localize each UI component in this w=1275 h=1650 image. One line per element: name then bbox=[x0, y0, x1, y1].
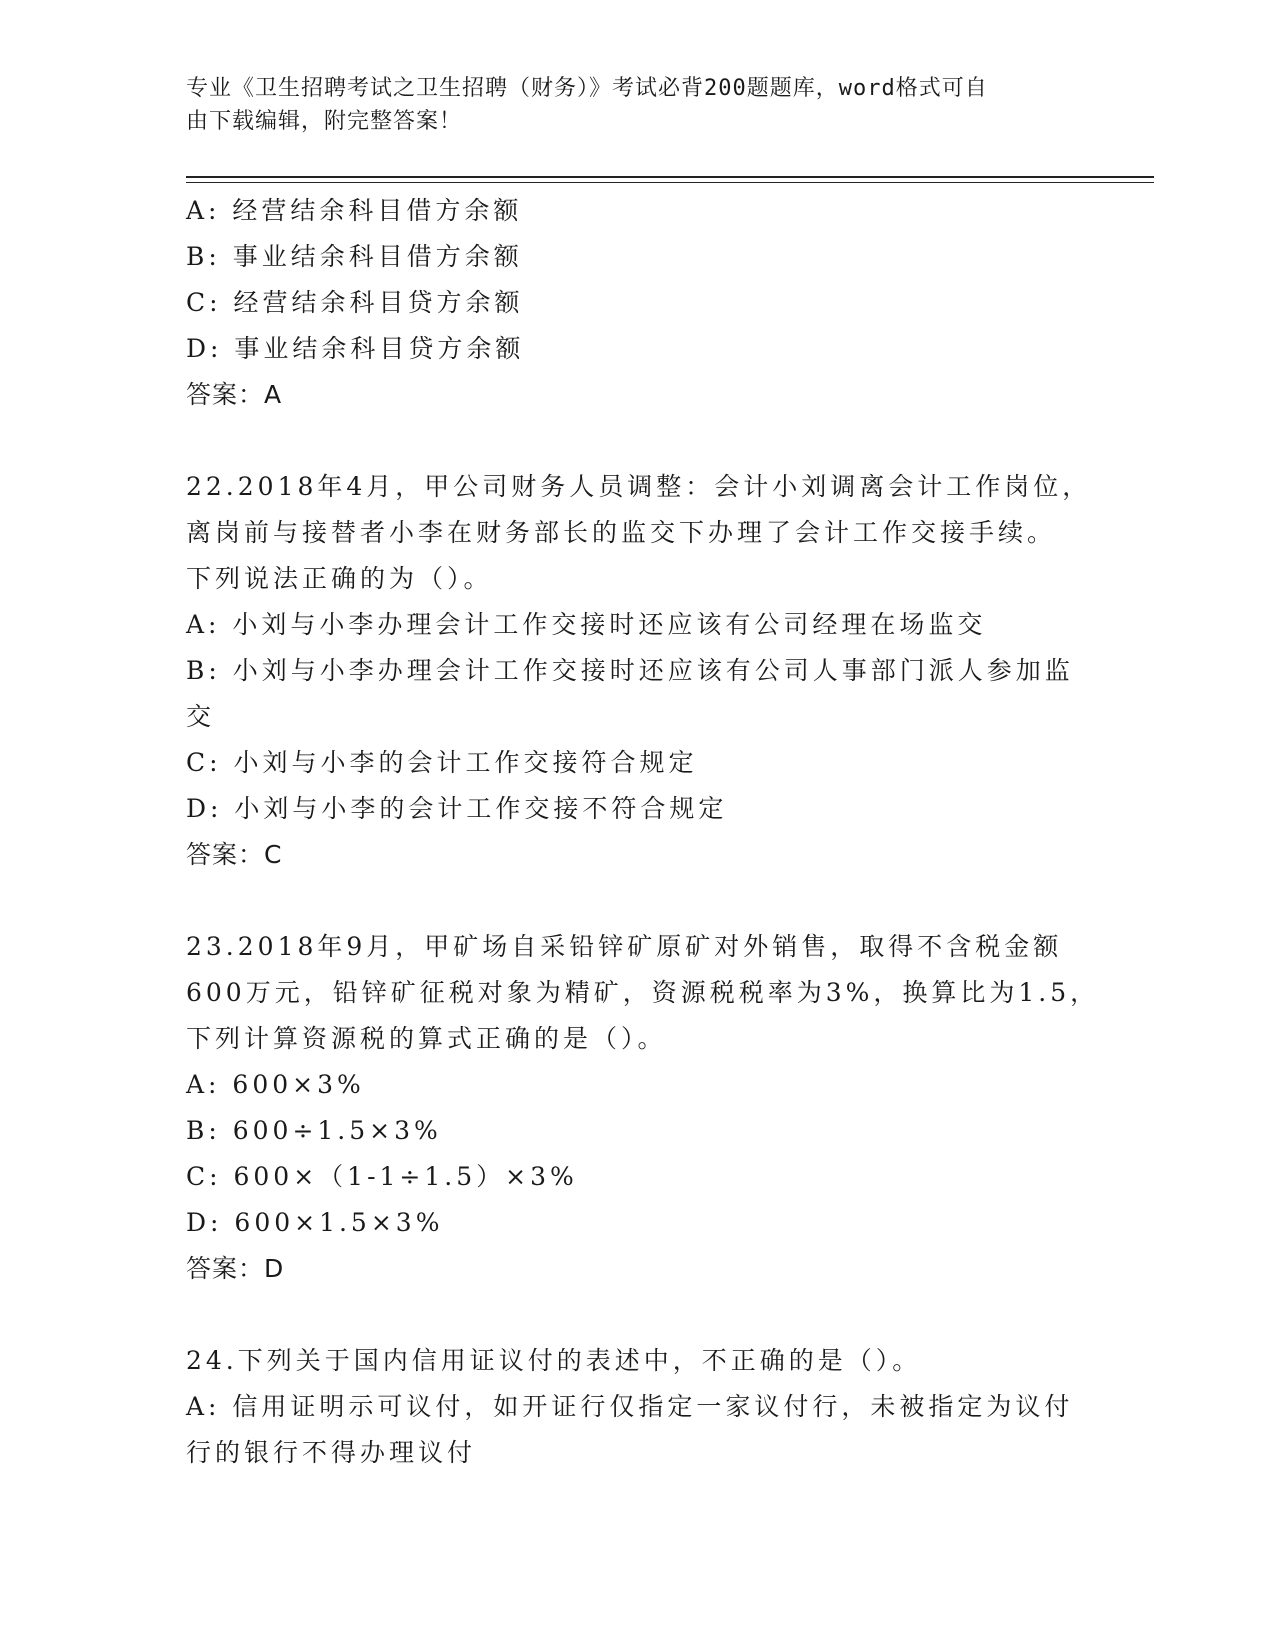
option-a-continued: 行的银行不得办理议付 bbox=[186, 1438, 477, 1467]
question-stem-line: 24.下列关于国内信用证议付的表述中，不正确的是（）。 bbox=[186, 1346, 922, 1375]
question-22 bbox=[186, 464, 1092, 878]
question-stem-line: 22.2018年4月，甲公司财务人员调整：会计小刘调离会计工作岗位， bbox=[186, 472, 1092, 501]
answer-22: 答案：C bbox=[186, 840, 283, 869]
header-rule-thick bbox=[186, 176, 1154, 178]
question-content bbox=[186, 188, 1100, 1476]
option-b-continued: 交 bbox=[186, 702, 216, 731]
option-a: A: 小刘与小李办理会计工作交接时还应该有公司经理在场监交 bbox=[186, 610, 987, 639]
question-stem-line: 23.2018年9月，甲矿场自采铅锌矿原矿对外销售，取得不含税金额 bbox=[186, 932, 1063, 961]
document-header bbox=[186, 72, 1076, 138]
option-b: B: 小刘与小李办理会计工作交接时还应该有公司人事部门派人参加监 bbox=[186, 656, 1074, 685]
option-c: C: 600×（1-1÷1.5）×3% bbox=[186, 1162, 578, 1191]
answer-23: 答案：D bbox=[186, 1254, 285, 1283]
option-a: A: 信用证明示可议付，如开证行仅指定一家议付行，未被指定为议付 bbox=[186, 1392, 1074, 1421]
question-24 bbox=[186, 1338, 1086, 1476]
option-d: D: 小刘与小李的会计工作交接不符合规定 bbox=[186, 794, 728, 823]
question-stem-line: 下列计算资源税的算式正确的是（）。 bbox=[186, 1024, 667, 1053]
header-rule-thin bbox=[186, 182, 1154, 183]
question-stem-line: 离岗前与接替者小李在财务部长的监交下办理了会计工作交接手续。 bbox=[186, 518, 1057, 547]
option-a: A: 600×3% bbox=[186, 1070, 365, 1099]
option-c: C: 经营结余科目贷方余额 bbox=[186, 288, 524, 317]
answer-21: 答案：A bbox=[186, 380, 283, 409]
question-23 bbox=[186, 924, 1100, 1292]
question-21 bbox=[186, 188, 1086, 418]
option-b: B: 事业结余科目借方余额 bbox=[186, 242, 523, 271]
header-title-line-1: 专业《卫生招聘考试之卫生招聘（财务）》考试必背200题题库，word格式可自 bbox=[186, 76, 988, 101]
option-b: B: 600÷1.5×3% bbox=[186, 1116, 442, 1145]
header-title-line-2: 由下载编辑，附完整答案！ bbox=[186, 109, 463, 134]
option-d: D: 600×1.5×3% bbox=[186, 1208, 444, 1237]
question-stem-line: 600万元，铅锌矿征税对象为精矿，资源税税率为3%，换算比为1.5， bbox=[186, 978, 1100, 1007]
question-stem-line: 下列说法正确的为（）。 bbox=[186, 564, 493, 593]
option-a: A: 经营结余科目借方余额 bbox=[186, 196, 523, 225]
option-c: C: 小刘与小李的会计工作交接符合规定 bbox=[186, 748, 698, 777]
option-d: D: 事业结余科目贷方余额 bbox=[186, 334, 525, 363]
